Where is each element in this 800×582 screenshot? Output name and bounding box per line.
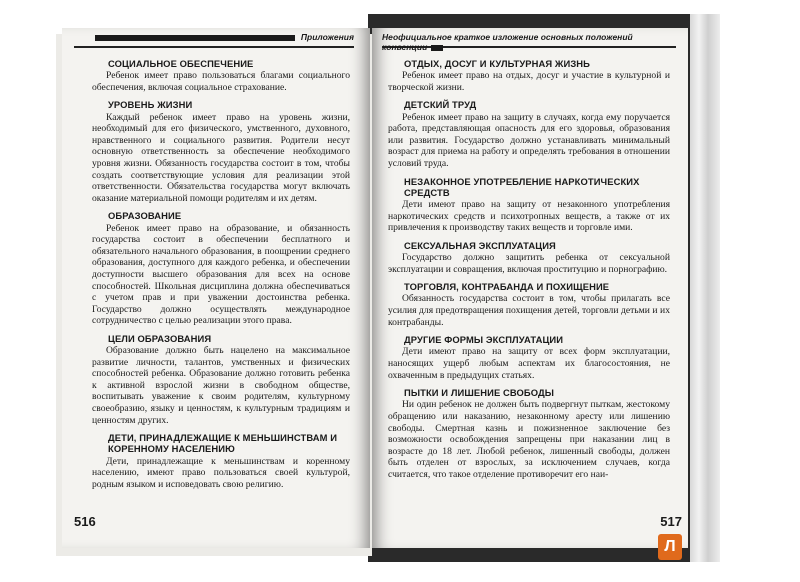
- section-text: Обязанность государства состоит в том, чтобы прилагать все усилия для предотвращения похищения детей, торговли детьми и их контрабанды.: [388, 293, 670, 328]
- section-heading: СОЦИАЛЬНОЕ ОБЕСПЕЧЕНИЕ: [108, 58, 254, 69]
- section-heading: НЕЗАКОННОЕ УПОТРЕБЛЕНИЕ НАРКОТИЧЕСКИХ СРЕДСТВ: [404, 175, 640, 198]
- section-text: Дети имеют право на защиту от всех форм эксплуатации, наносящих ущерб любым аспектам их благосостояния, не охваченным в предыдущих статьях.: [388, 346, 670, 381]
- header-rule: [95, 35, 295, 41]
- section-text: Ребенок имеет право на отдых, досуг и участие в культурной и творческой жизни.: [388, 70, 670, 93]
- section-text: Ребенок имеет право на образование, и обязанность государства состоит в обеспечении бесплатного и обязательного начального образования, в поощрении среднего образования, доступного для каждого ребенка, и обеспечении доступности высшего образования для всех на основе способностей. Школьная дисциплина должна обеспечиваться с учетом прав и при уважении достоинства ребенка. Государство должно осуществлять международное сотрудничество с целью реализации этого права.: [92, 222, 350, 327]
- left-page-header: [74, 32, 354, 48]
- right-page-header: [382, 32, 676, 52]
- section-text: Дети, принадлежащие к меньшинствам и коренному населению, имеют право пользоваться своей культурой, родным языком и исповедовать свою религию.: [92, 455, 350, 490]
- section-text: Государство должно защитить ребенка от сексуальной эксплуатации и совращения, включая проституцию и порнографию.: [388, 251, 670, 275]
- section-heading: ПЫТКИ И ЛИШЕНИЕ СВОБОДЫ: [404, 387, 555, 399]
- section-heading: ТОРГОВЛЯ, КОНТРАБАНДА И ПОХИЩЕНИЕ: [404, 281, 610, 293]
- page-number-left: 516: [74, 514, 96, 529]
- section-heading: УРОВЕНЬ ЖИЗНИ: [108, 99, 193, 111]
- book-page-block: [690, 14, 720, 562]
- publisher-logo-icon: Л: [658, 534, 682, 560]
- section-heading: ДРУГИЕ ФОРМЫ ЭКСПЛУАТАЦИИ: [404, 334, 564, 346]
- right-page-content: [388, 52, 670, 480]
- section-text: Каждый ребенок имеет право на уровень жизни, необходимый для его физического, умственного, духовного, нравственного и социального развития. Родители несут основную ответственность за обеспечение необходимого уровня жизни. Обязанность государства состоит в том, чтобы создать соответствующие условия для реализации этой ответственности. Обязательства государства могут включать оказание материальной помощи родителям и их детям.: [92, 111, 350, 204]
- section-heading: ОТДЫХ, ДОСУГ И КУЛЬТУРНАЯ ЖИЗНЬ: [404, 58, 591, 69]
- section-heading: ДЕТСКИЙ ТРУД: [404, 99, 477, 111]
- right-page: [372, 28, 688, 548]
- section-text: Ни один ребенок не должен быть подвергнут пыткам, жестокому обращению или наказанию, незаконному аресту или лишению свободы. Смертная казнь и пожизненное заключение без возможности освобождения запрещены при наказании лиц в возрасте до 18 лет. Любой ребенок, лишенный свободы, должен быть отделен от взрослых, за исключением случаев, когда считается, что такое отделение противоречит его наи-: [388, 399, 670, 480]
- right-header-title: Неофициальное краткое изложение основных положений конвенции: [382, 32, 633, 52]
- section-heading: ЦЕЛИ ОБРАЗОВАНИЯ: [108, 332, 212, 344]
- section-text: Дети имеют право на защиту от незаконного употребления наркотических средств и психотропных веществ, а также от их привлечения к производству таких веществ и торговле ими.: [388, 198, 670, 234]
- left-page: [62, 28, 370, 548]
- left-header-title: Приложения: [300, 32, 354, 42]
- section-text: Образование должно быть нацелено на максимальное развитие личности, талантов, умственных и физических способностей ребенка. Образование должно готовить ребенка к активной взрослой жизни в свободном обществе, воспитывать уважение к своим родителям, культурному своеобразию, языку и ценностям, к культурным традициям и ценностям других.: [92, 345, 350, 426]
- section-heading: ДЕТИ, ПРИНАДЛЕЖАЩИЕ К МЕНЬШИНСТВАМ И КОРЕННОМУ НАСЕЛЕНИЮ: [108, 432, 338, 455]
- header-rule: [431, 45, 443, 51]
- section-heading: СЕКСУАЛЬНАЯ ЭКСПЛУАТАЦИЯ: [404, 239, 556, 251]
- section-text: Ребенок имеет право пользоваться благами социального обеспечения, включая социальное страхование.: [92, 70, 350, 93]
- left-page-content: [92, 52, 350, 490]
- page-number-right: 517: [660, 514, 682, 529]
- section-heading: ОБРАЗОВАНИЕ: [108, 210, 182, 222]
- section-text: Ребенок имеет право на защиту в случаях, когда ему поручается работа, представляющая опасность для его здоровья, образования или развития. Государство должно устанавливать минимальный возраст для приема на работу и определять требования в отношении условий труда.: [388, 111, 670, 169]
